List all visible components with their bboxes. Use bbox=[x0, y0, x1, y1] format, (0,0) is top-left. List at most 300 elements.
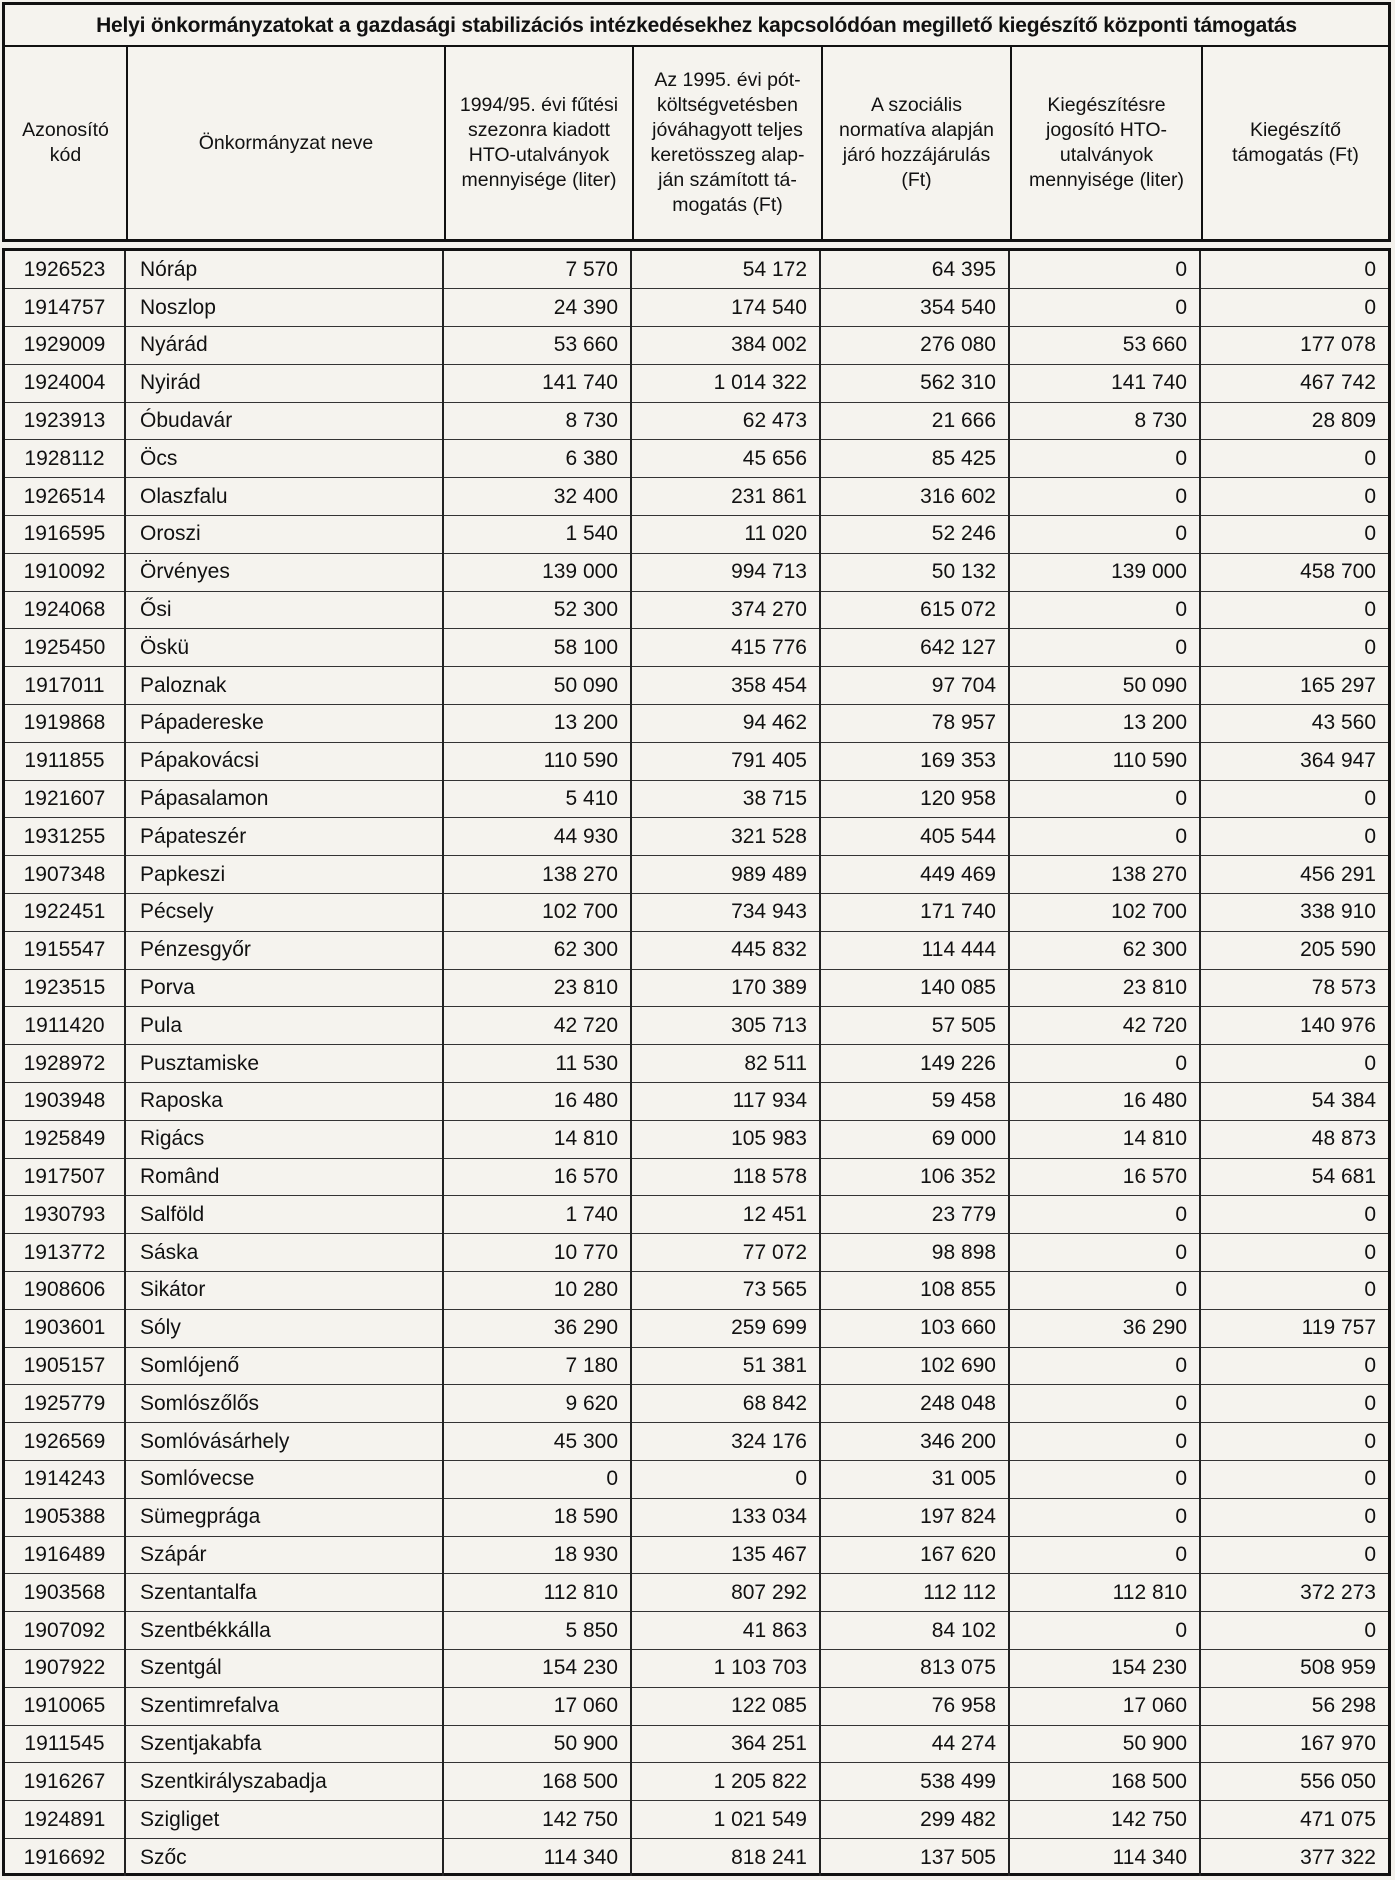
cell-id: 1923515 bbox=[5, 969, 125, 1007]
cell-social-contribution: 108 855 bbox=[820, 1272, 1009, 1310]
cell-base-support: 321 528 bbox=[631, 818, 820, 856]
cell-supplementary-support: 364 947 bbox=[1200, 742, 1388, 780]
cell-base-support: 62 473 bbox=[631, 402, 820, 440]
cell-hto-quantity: 14 810 bbox=[443, 1120, 631, 1158]
cell-supplementary-support: 458 700 bbox=[1200, 553, 1388, 591]
cell-hto-quantity: 58 100 bbox=[443, 629, 631, 667]
cell-social-contribution: 57 505 bbox=[820, 1007, 1009, 1045]
cell-id: 1907092 bbox=[5, 1612, 125, 1650]
cell-id: 1929009 bbox=[5, 327, 125, 365]
cell-eligible-hto: 0 bbox=[1009, 1536, 1200, 1574]
cell-hto-quantity: 154 230 bbox=[443, 1649, 631, 1687]
cell-base-support: 135 467 bbox=[631, 1536, 820, 1574]
cell-name: Pápadereske bbox=[125, 705, 443, 743]
cell-name: Salföld bbox=[125, 1196, 443, 1234]
table-row bbox=[5, 327, 1388, 365]
cell-id: 1922451 bbox=[5, 894, 125, 932]
cell-supplementary-support: 0 bbox=[1200, 1423, 1388, 1461]
cell-social-contribution: 114 444 bbox=[820, 931, 1009, 969]
table-row bbox=[5, 931, 1388, 969]
cell-hto-quantity: 114 340 bbox=[443, 1838, 631, 1876]
cell-hto-quantity: 1 540 bbox=[443, 516, 631, 554]
cell-base-support: 305 713 bbox=[631, 1007, 820, 1045]
table-row bbox=[5, 591, 1388, 629]
cell-name: Pápateszér bbox=[125, 818, 443, 856]
cell-name: Szentbékkálla bbox=[125, 1612, 443, 1650]
cell-base-support: 1 205 822 bbox=[631, 1763, 820, 1801]
cell-hto-quantity: 44 930 bbox=[443, 818, 631, 856]
cell-eligible-hto: 0 bbox=[1009, 591, 1200, 629]
cell-hto-quantity: 6 380 bbox=[443, 440, 631, 478]
cell-hto-quantity: 18 930 bbox=[443, 1536, 631, 1574]
cell-hto-quantity: 7 570 bbox=[443, 251, 631, 289]
table-row bbox=[5, 1309, 1388, 1347]
cell-hto-quantity: 32 400 bbox=[443, 478, 631, 516]
cell-social-contribution: 167 620 bbox=[820, 1536, 1009, 1574]
cell-social-contribution: 59 458 bbox=[820, 1083, 1009, 1121]
cell-eligible-hto: 110 590 bbox=[1009, 742, 1200, 780]
cell-hto-quantity: 142 750 bbox=[443, 1801, 631, 1839]
cell-social-contribution: 78 957 bbox=[820, 705, 1009, 743]
cell-social-contribution: 346 200 bbox=[820, 1423, 1009, 1461]
table-row bbox=[5, 1234, 1388, 1272]
cell-social-contribution: 102 690 bbox=[820, 1347, 1009, 1385]
cell-eligible-hto: 0 bbox=[1009, 1272, 1200, 1310]
cell-hto-quantity: 45 300 bbox=[443, 1423, 631, 1461]
cell-hto-quantity: 139 000 bbox=[443, 553, 631, 591]
cell-hto-quantity: 11 530 bbox=[443, 1045, 631, 1083]
cell-base-support: 51 381 bbox=[631, 1347, 820, 1385]
table-row bbox=[5, 1120, 1388, 1158]
cell-social-contribution: 276 080 bbox=[820, 327, 1009, 365]
cell-eligible-hto: 0 bbox=[1009, 478, 1200, 516]
table-row bbox=[5, 289, 1388, 327]
cell-social-contribution: 449 469 bbox=[820, 856, 1009, 894]
cell-supplementary-support: 0 bbox=[1200, 1045, 1388, 1083]
cell-social-contribution: 21 666 bbox=[820, 402, 1009, 440]
cell-social-contribution: 149 226 bbox=[820, 1045, 1009, 1083]
cell-name: Szápár bbox=[125, 1536, 443, 1574]
cell-id: 1910065 bbox=[5, 1687, 125, 1725]
cell-id: 1925849 bbox=[5, 1120, 125, 1158]
cell-social-contribution: 140 085 bbox=[820, 969, 1009, 1007]
table-row bbox=[5, 969, 1388, 1007]
cell-social-contribution: 112 112 bbox=[820, 1574, 1009, 1612]
cell-name: Noszlop bbox=[125, 289, 443, 327]
column-header-social-contribution: A szociális normatíva alapján járó hozzájárulás (Ft) bbox=[823, 47, 1012, 239]
cell-hto-quantity: 50 090 bbox=[443, 667, 631, 705]
cell-social-contribution: 197 824 bbox=[820, 1498, 1009, 1536]
cell-social-contribution: 137 505 bbox=[820, 1838, 1009, 1876]
cell-name: Pápakovácsi bbox=[125, 742, 443, 780]
cell-base-support: 989 489 bbox=[631, 856, 820, 894]
cell-name: Romând bbox=[125, 1158, 443, 1196]
cell-supplementary-support: 0 bbox=[1200, 1272, 1388, 1310]
cell-hto-quantity: 10 280 bbox=[443, 1272, 631, 1310]
table-row bbox=[5, 1272, 1388, 1310]
cell-base-support: 818 241 bbox=[631, 1838, 820, 1876]
cell-base-support: 73 565 bbox=[631, 1272, 820, 1310]
table-row bbox=[5, 478, 1388, 516]
cell-supplementary-support: 0 bbox=[1200, 1234, 1388, 1272]
cell-id: 1924004 bbox=[5, 364, 125, 402]
cell-name: Somlószőlős bbox=[125, 1385, 443, 1423]
cell-social-contribution: 169 353 bbox=[820, 742, 1009, 780]
cell-eligible-hto: 13 200 bbox=[1009, 705, 1200, 743]
cell-base-support: 133 034 bbox=[631, 1498, 820, 1536]
cell-hto-quantity: 8 730 bbox=[443, 402, 631, 440]
cell-base-support: 994 713 bbox=[631, 553, 820, 591]
cell-id: 1913772 bbox=[5, 1234, 125, 1272]
cell-eligible-hto: 0 bbox=[1009, 1461, 1200, 1499]
cell-eligible-hto: 50 090 bbox=[1009, 667, 1200, 705]
cell-eligible-hto: 8 730 bbox=[1009, 402, 1200, 440]
cell-base-support: 170 389 bbox=[631, 969, 820, 1007]
cell-name: Somlójenő bbox=[125, 1347, 443, 1385]
table-row bbox=[5, 516, 1388, 554]
cell-eligible-hto: 114 340 bbox=[1009, 1838, 1200, 1876]
cell-supplementary-support: 0 bbox=[1200, 516, 1388, 554]
cell-base-support: 94 462 bbox=[631, 705, 820, 743]
table-row bbox=[5, 1763, 1388, 1801]
cell-eligible-hto: 0 bbox=[1009, 1385, 1200, 1423]
cell-hto-quantity: 168 500 bbox=[443, 1763, 631, 1801]
cell-name: Pénzesgyőr bbox=[125, 931, 443, 969]
table-row bbox=[5, 705, 1388, 743]
table-row bbox=[5, 780, 1388, 818]
cell-id: 1911545 bbox=[5, 1725, 125, 1763]
table-row bbox=[5, 1801, 1388, 1839]
cell-id: 1916692 bbox=[5, 1838, 125, 1876]
cell-base-support: 122 085 bbox=[631, 1687, 820, 1725]
cell-name: Óbudavár bbox=[125, 402, 443, 440]
cell-id: 1921607 bbox=[5, 780, 125, 818]
cell-supplementary-support: 0 bbox=[1200, 591, 1388, 629]
table-row bbox=[5, 1612, 1388, 1650]
cell-id: 1925779 bbox=[5, 1385, 125, 1423]
cell-social-contribution: 813 075 bbox=[820, 1649, 1009, 1687]
cell-hto-quantity: 1 740 bbox=[443, 1196, 631, 1234]
cell-eligible-hto: 139 000 bbox=[1009, 553, 1200, 591]
cell-supplementary-support: 508 959 bbox=[1200, 1649, 1388, 1687]
table-row bbox=[5, 1649, 1388, 1687]
cell-social-contribution: 23 779 bbox=[820, 1196, 1009, 1234]
cell-supplementary-support: 0 bbox=[1200, 1347, 1388, 1385]
cell-eligible-hto: 42 720 bbox=[1009, 1007, 1200, 1045]
cell-id: 1905388 bbox=[5, 1498, 125, 1536]
cell-base-support: 45 656 bbox=[631, 440, 820, 478]
cell-supplementary-support: 43 560 bbox=[1200, 705, 1388, 743]
cell-name: Porva bbox=[125, 969, 443, 1007]
cell-base-support: 1 014 322 bbox=[631, 364, 820, 402]
cell-base-support: 41 863 bbox=[631, 1612, 820, 1650]
cell-name: Szentkirályszabadja bbox=[125, 1763, 443, 1801]
cell-name: Pápasalamon bbox=[125, 780, 443, 818]
cell-id: 1908606 bbox=[5, 1272, 125, 1310]
cell-hto-quantity: 7 180 bbox=[443, 1347, 631, 1385]
cell-supplementary-support: 0 bbox=[1200, 818, 1388, 856]
cell-hto-quantity: 18 590 bbox=[443, 1498, 631, 1536]
table-row bbox=[5, 856, 1388, 894]
column-header-base-support: Az 1995. évi pót-költségvetésben jóváhagyott teljes keretösszeg alap-ján számított tá-mogatás (Ft) bbox=[634, 47, 823, 239]
cell-supplementary-support: 0 bbox=[1200, 1612, 1388, 1650]
cell-eligible-hto: 0 bbox=[1009, 1347, 1200, 1385]
cell-id: 1910092 bbox=[5, 553, 125, 591]
cell-name: Szentjakabfa bbox=[125, 1725, 443, 1763]
cell-social-contribution: 69 000 bbox=[820, 1120, 1009, 1158]
column-headers bbox=[5, 47, 1388, 239]
cell-supplementary-support: 456 291 bbox=[1200, 856, 1388, 894]
cell-base-support: 445 832 bbox=[631, 931, 820, 969]
cell-base-support: 0 bbox=[631, 1461, 820, 1499]
table-row bbox=[5, 1461, 1388, 1499]
cell-id: 1905157 bbox=[5, 1347, 125, 1385]
cell-supplementary-support: 0 bbox=[1200, 1498, 1388, 1536]
cell-name: Sümegprága bbox=[125, 1498, 443, 1536]
cell-id: 1924068 bbox=[5, 591, 125, 629]
cell-id: 1914757 bbox=[5, 289, 125, 327]
cell-id: 1928972 bbox=[5, 1045, 125, 1083]
cell-supplementary-support: 0 bbox=[1200, 289, 1388, 327]
cell-base-support: 358 454 bbox=[631, 667, 820, 705]
cell-hto-quantity: 102 700 bbox=[443, 894, 631, 932]
cell-supplementary-support: 54 681 bbox=[1200, 1158, 1388, 1196]
cell-eligible-hto: 0 bbox=[1009, 516, 1200, 554]
cell-name: Nyirád bbox=[125, 364, 443, 402]
cell-social-contribution: 642 127 bbox=[820, 629, 1009, 667]
cell-base-support: 415 776 bbox=[631, 629, 820, 667]
column-header-name: Önkormányzat neve bbox=[128, 47, 446, 239]
cell-base-support: 384 002 bbox=[631, 327, 820, 365]
cell-name: Szigliget bbox=[125, 1801, 443, 1839]
cell-hto-quantity: 5 410 bbox=[443, 780, 631, 818]
table-row bbox=[5, 1196, 1388, 1234]
cell-supplementary-support: 338 910 bbox=[1200, 894, 1388, 932]
cell-id: 1911855 bbox=[5, 742, 125, 780]
cell-name: Szentantalfa bbox=[125, 1574, 443, 1612]
cell-eligible-hto: 0 bbox=[1009, 1045, 1200, 1083]
cell-eligible-hto: 141 740 bbox=[1009, 364, 1200, 402]
cell-base-support: 118 578 bbox=[631, 1158, 820, 1196]
cell-id: 1916267 bbox=[5, 1763, 125, 1801]
cell-hto-quantity: 138 270 bbox=[443, 856, 631, 894]
cell-supplementary-support: 167 970 bbox=[1200, 1725, 1388, 1763]
cell-hto-quantity: 10 770 bbox=[443, 1234, 631, 1272]
cell-eligible-hto: 53 660 bbox=[1009, 327, 1200, 365]
cell-id: 1930793 bbox=[5, 1196, 125, 1234]
cell-name: Szőc bbox=[125, 1838, 443, 1876]
table-row bbox=[5, 1385, 1388, 1423]
cell-name: Öcs bbox=[125, 440, 443, 478]
cell-supplementary-support: 0 bbox=[1200, 440, 1388, 478]
cell-supplementary-support: 165 297 bbox=[1200, 667, 1388, 705]
cell-social-contribution: 103 660 bbox=[820, 1309, 1009, 1347]
cell-supplementary-support: 471 075 bbox=[1200, 1801, 1388, 1839]
cell-social-contribution: 52 246 bbox=[820, 516, 1009, 554]
cell-id: 1903948 bbox=[5, 1083, 125, 1121]
table-row bbox=[5, 629, 1388, 667]
cell-base-support: 791 405 bbox=[631, 742, 820, 780]
cell-social-contribution: 44 274 bbox=[820, 1725, 1009, 1763]
cell-supplementary-support: 0 bbox=[1200, 1461, 1388, 1499]
table-row bbox=[5, 667, 1388, 705]
cell-name: Pusztamiske bbox=[125, 1045, 443, 1083]
cell-eligible-hto: 0 bbox=[1009, 629, 1200, 667]
cell-social-contribution: 405 544 bbox=[820, 818, 1009, 856]
cell-name: Sáska bbox=[125, 1234, 443, 1272]
cell-eligible-hto: 0 bbox=[1009, 1423, 1200, 1461]
cell-base-support: 11 020 bbox=[631, 516, 820, 554]
cell-social-contribution: 64 395 bbox=[820, 251, 1009, 289]
cell-base-support: 117 934 bbox=[631, 1083, 820, 1121]
cell-hto-quantity: 24 390 bbox=[443, 289, 631, 327]
cell-social-contribution: 171 740 bbox=[820, 894, 1009, 932]
cell-eligible-hto: 17 060 bbox=[1009, 1687, 1200, 1725]
cell-hto-quantity: 16 480 bbox=[443, 1083, 631, 1121]
cell-id: 1907348 bbox=[5, 856, 125, 894]
cell-eligible-hto: 0 bbox=[1009, 780, 1200, 818]
cell-hto-quantity: 9 620 bbox=[443, 1385, 631, 1423]
cell-eligible-hto: 14 810 bbox=[1009, 1120, 1200, 1158]
cell-name: Pula bbox=[125, 1007, 443, 1045]
cell-name: Raposka bbox=[125, 1083, 443, 1121]
cell-eligible-hto: 0 bbox=[1009, 1196, 1200, 1234]
table-row bbox=[5, 1045, 1388, 1083]
cell-social-contribution: 120 958 bbox=[820, 780, 1009, 818]
table-row bbox=[5, 1536, 1388, 1574]
cell-supplementary-support: 0 bbox=[1200, 1536, 1388, 1574]
table-header bbox=[2, 2, 1391, 242]
cell-social-contribution: 316 602 bbox=[820, 478, 1009, 516]
cell-base-support: 324 176 bbox=[631, 1423, 820, 1461]
column-header-supplementary-support: Kiegészítő támogatás (Ft) bbox=[1232, 119, 1359, 166]
cell-base-support: 1 103 703 bbox=[631, 1649, 820, 1687]
cell-name: Ősi bbox=[125, 591, 443, 629]
cell-name: Papkeszi bbox=[125, 856, 443, 894]
cell-eligible-hto: 0 bbox=[1009, 1498, 1200, 1536]
cell-eligible-hto: 138 270 bbox=[1009, 856, 1200, 894]
table-row bbox=[5, 818, 1388, 856]
cell-hto-quantity: 16 570 bbox=[443, 1158, 631, 1196]
cell-base-support: 807 292 bbox=[631, 1574, 820, 1612]
table-row bbox=[5, 364, 1388, 402]
cell-eligible-hto: 0 bbox=[1009, 1234, 1200, 1272]
cell-id: 1914243 bbox=[5, 1461, 125, 1499]
cell-name: Rigács bbox=[125, 1120, 443, 1158]
table-row bbox=[5, 1423, 1388, 1461]
table-row bbox=[5, 1574, 1388, 1612]
table-row bbox=[5, 742, 1388, 780]
cell-social-contribution: 50 132 bbox=[820, 553, 1009, 591]
cell-base-support: 374 270 bbox=[631, 591, 820, 629]
cell-social-contribution: 98 898 bbox=[820, 1234, 1009, 1272]
cell-social-contribution: 106 352 bbox=[820, 1158, 1009, 1196]
cell-id: 1931255 bbox=[5, 818, 125, 856]
cell-hto-quantity: 5 850 bbox=[443, 1612, 631, 1650]
cell-name: Öskü bbox=[125, 629, 443, 667]
cell-id: 1903568 bbox=[5, 1574, 125, 1612]
cell-social-contribution: 31 005 bbox=[820, 1461, 1009, 1499]
cell-base-support: 68 842 bbox=[631, 1385, 820, 1423]
cell-id: 1924891 bbox=[5, 1801, 125, 1839]
cell-hto-quantity: 42 720 bbox=[443, 1007, 631, 1045]
cell-social-contribution: 538 499 bbox=[820, 1763, 1009, 1801]
cell-eligible-hto: 0 bbox=[1009, 440, 1200, 478]
cell-supplementary-support: 119 757 bbox=[1200, 1309, 1388, 1347]
cell-eligible-hto: 0 bbox=[1009, 818, 1200, 856]
cell-base-support: 38 715 bbox=[631, 780, 820, 818]
cell-id: 1915547 bbox=[5, 931, 125, 969]
cell-id: 1926514 bbox=[5, 478, 125, 516]
cell-id: 1903601 bbox=[5, 1309, 125, 1347]
cell-hto-quantity: 53 660 bbox=[443, 327, 631, 365]
cell-supplementary-support: 28 809 bbox=[1200, 402, 1388, 440]
table-row bbox=[5, 1007, 1388, 1045]
cell-eligible-hto: 154 230 bbox=[1009, 1649, 1200, 1687]
cell-social-contribution: 299 482 bbox=[820, 1801, 1009, 1839]
cell-supplementary-support: 377 322 bbox=[1300, 1845, 1376, 1869]
cell-base-support: 231 861 bbox=[631, 478, 820, 516]
data-table bbox=[5, 251, 1388, 1876]
cell-supplementary-support: 0 bbox=[1200, 1385, 1388, 1423]
cell-name: Szentgál bbox=[125, 1649, 443, 1687]
cell-supplementary-support: 54 384 bbox=[1200, 1083, 1388, 1121]
cell-supplementary-support: 48 873 bbox=[1200, 1120, 1388, 1158]
cell-hto-quantity: 110 590 bbox=[443, 742, 631, 780]
table-row bbox=[5, 1838, 1388, 1876]
cell-name: Olaszfalu bbox=[125, 478, 443, 516]
cell-name: Nóráp bbox=[125, 251, 443, 289]
cell-supplementary-support: 140 976 bbox=[1200, 1007, 1388, 1045]
cell-name: Szentimrefalva bbox=[125, 1687, 443, 1725]
column-header-eligible-hto: Kiegészítésre jogosító HTO-utalványok mennyisége (liter) bbox=[1012, 47, 1203, 239]
cell-supplementary-support: 0 bbox=[1200, 1196, 1388, 1234]
cell-id: 1916595 bbox=[5, 516, 125, 554]
cell-social-contribution: 354 540 bbox=[820, 289, 1009, 327]
cell-name: Pécsely bbox=[125, 894, 443, 932]
cell-id: 1925450 bbox=[5, 629, 125, 667]
cell-supplementary-support: 556 050 bbox=[1200, 1763, 1388, 1801]
table-row bbox=[5, 1083, 1388, 1121]
cell-hto-quantity: 36 290 bbox=[443, 1309, 631, 1347]
cell-eligible-hto: 0 bbox=[1009, 251, 1200, 289]
cell-base-support: 1 021 549 bbox=[631, 1801, 820, 1839]
table-row bbox=[5, 553, 1388, 591]
cell-base-support: 77 072 bbox=[631, 1234, 820, 1272]
cell-base-support: 174 540 bbox=[631, 289, 820, 327]
cell-supplementary-support: 205 590 bbox=[1200, 931, 1388, 969]
cell-eligible-hto: 168 500 bbox=[1009, 1763, 1200, 1801]
cell-hto-quantity: 0 bbox=[443, 1461, 631, 1499]
cell-base-support: 259 699 bbox=[631, 1309, 820, 1347]
cell-eligible-hto: 142 750 bbox=[1009, 1801, 1200, 1839]
table-title: Helyi önkormányzatokat a gazdasági stabilizációs intézkedésekhez kapcsolódóan megillető kiegészítő központi támogatás bbox=[5, 5, 1388, 47]
cell-name: Sóly bbox=[125, 1309, 443, 1347]
table-row bbox=[5, 1158, 1388, 1196]
column-header-hto-quantity: 1994/95. évi fűtési szezonra kiadott HTO-utalványok mennyisége (liter) bbox=[446, 47, 634, 239]
cell-eligible-hto: 0 bbox=[1009, 289, 1200, 327]
cell-eligible-hto: 36 290 bbox=[1009, 1309, 1200, 1347]
cell-base-support: 12 451 bbox=[631, 1196, 820, 1234]
cell-social-contribution: 84 102 bbox=[820, 1612, 1009, 1650]
table-row bbox=[5, 1498, 1388, 1536]
cell-social-contribution: 615 072 bbox=[820, 591, 1009, 629]
cell-base-support: 54 172 bbox=[631, 251, 820, 289]
cell-name: Somlóvásárhely bbox=[125, 1423, 443, 1461]
document-page bbox=[2, 2, 1391, 1876]
cell-id: 1928112 bbox=[5, 440, 125, 478]
cell-supplementary-support: 0 bbox=[1200, 251, 1388, 289]
